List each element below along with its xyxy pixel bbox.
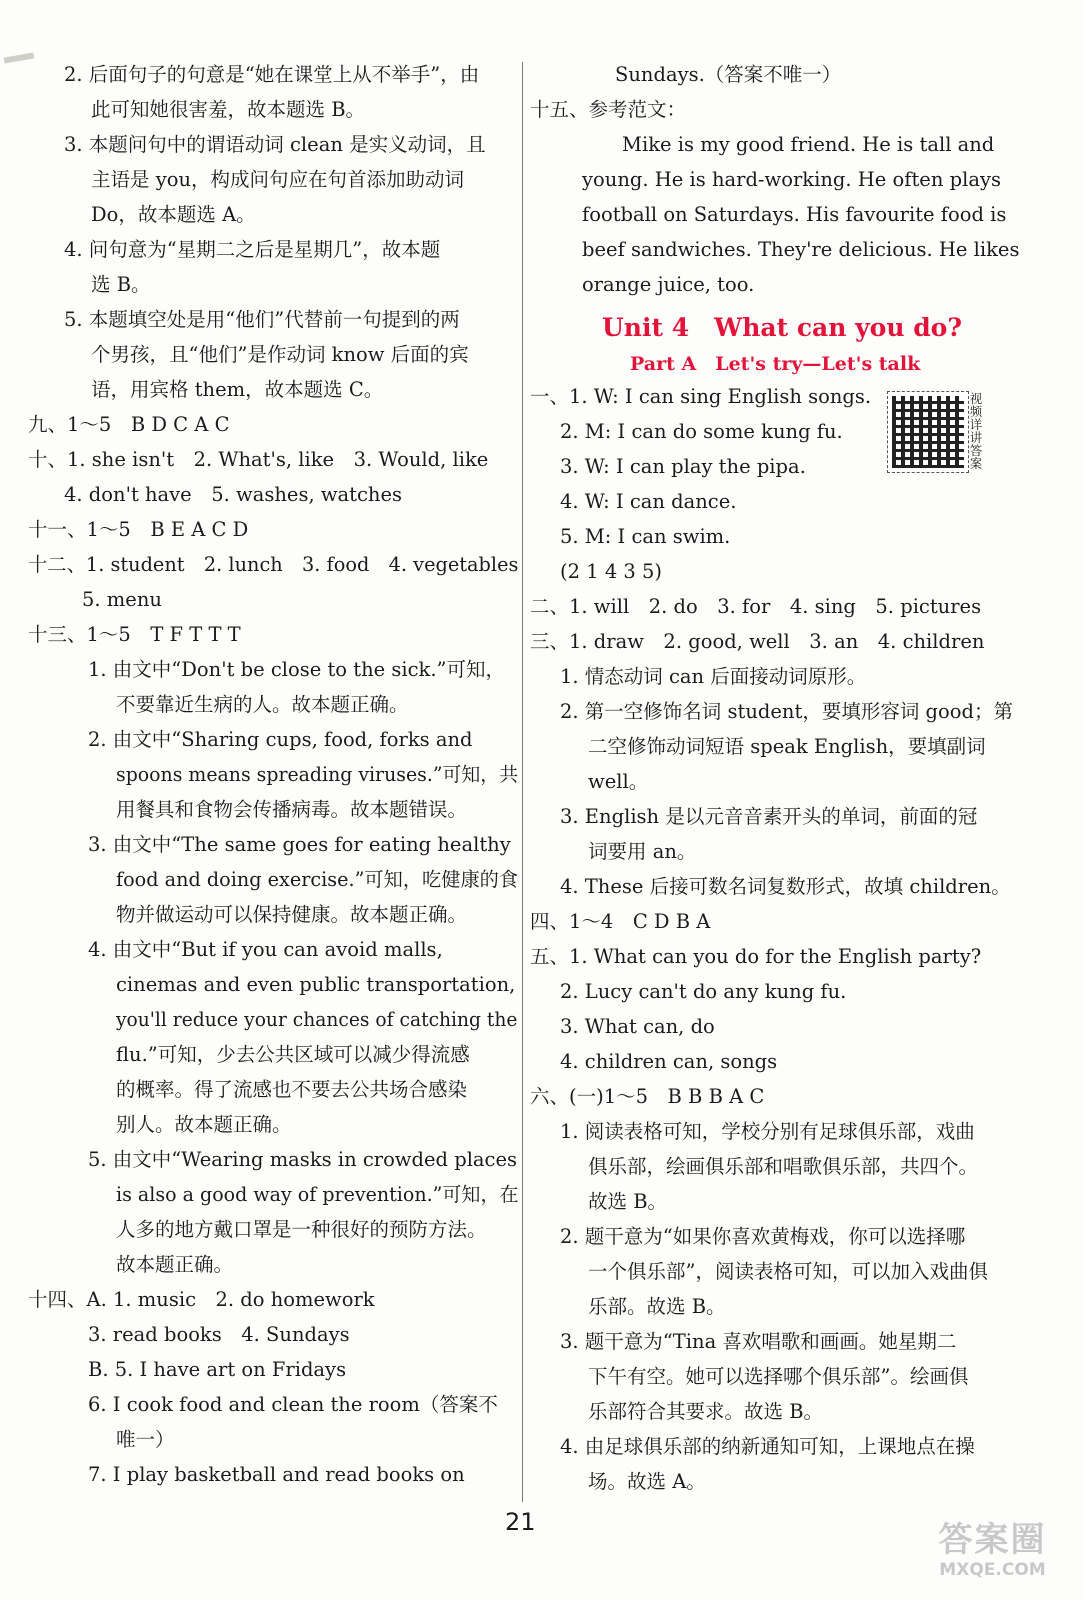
qr-code-icon[interactable] (888, 392, 968, 472)
essay-line: beef sandwiches. They're delicious. He likes (582, 238, 1020, 261)
text-line: 2. 由文中“Sharing cups, food, forks and (88, 728, 473, 751)
text-line: 1. 情态动词 can 后面接动词原形。 (560, 665, 867, 688)
text-line: 2. 题干意为“如果你喜欢黄梅戏，你可以选择哪 (560, 1225, 966, 1248)
text-line: 的概率。得了流感也不要去公共场合感染 (116, 1078, 468, 1101)
text-line: 个男孩，且“他们”是作动词 know 后面的宾 (91, 343, 469, 366)
text-line: 乐部。故选 B。 (588, 1295, 726, 1318)
watermark-url: MXQE.COM (939, 1560, 1046, 1580)
answer-line: 2. Lucy can't do any kung fu. (560, 980, 847, 1003)
text-line: 3. English 是以元音音素开头的单词，前面的冠 (560, 805, 978, 828)
unit-title: Unit 4 What can you do? (602, 313, 963, 342)
text-line: 主语是 you，构成问句应在句首添加助动词 (91, 168, 465, 191)
answer-line: 四、1～4 C D B A (530, 910, 711, 933)
text-line: 4. 问句意为“星期二之后是星期几”，故本题 (64, 238, 441, 261)
scan-artifact (4, 52, 35, 63)
text-line: 故本题正确。 (116, 1253, 234, 1276)
answer-line: 六、(一)1～5 B B B A C (530, 1085, 765, 1108)
text-line: 场。故选 A。 (588, 1470, 706, 1493)
text-line: 语，用宾格 them，故本题选 C。 (91, 378, 384, 401)
qr-label: 视频详讲答案 (969, 391, 983, 471)
essay-line: orange juice, too. (582, 273, 755, 296)
answer-line: (2 1 4 3 5) (560, 560, 663, 583)
watermark-logo-text: 答案圈 (938, 1520, 1047, 1560)
answer-line: 4. children can, songs (560, 1050, 778, 1073)
text-line: 此可知她很害羞，故本题选 B。 (91, 98, 366, 121)
text-line: 1. 阅读表格可知，学校分别有足球俱乐部，戏曲 (560, 1120, 975, 1143)
answer-line: 3. W: I can play the pipa. (560, 455, 806, 478)
answer-line: 4. W: I can dance. (560, 490, 737, 513)
text-line: you'll reduce your chances of catching the (116, 1008, 518, 1031)
text-line: 一个俱乐部”，阅读表格可知，可以加入戏曲俱 (588, 1260, 988, 1283)
answer-line: 5. M: I can swim. (560, 525, 731, 548)
answer-line: 十四、A. 1. music 2. do homework (28, 1288, 375, 1311)
text-line: 选 B。 (91, 273, 151, 296)
text-line: 5. 由文中“Wearing masks in crowded places (88, 1148, 518, 1171)
text-line: Do，故本题选 A。 (91, 203, 256, 226)
text-line: 不要靠近生病的人。故本题正确。 (116, 693, 409, 716)
answer-line: 4. don't have 5. washes, watches (64, 483, 403, 506)
essay-line: Mike is my good friend. He is tall and (622, 133, 995, 156)
text-line: Sundays.（答案不唯一） (615, 63, 842, 86)
text-line: food and doing exercise.”可知，吃健康的食 (116, 868, 519, 891)
text-line: 用餐具和食物会传播病毒。故本题错误。 (116, 798, 468, 821)
text-line: 乐部符合其要求。故选 B。 (588, 1400, 824, 1423)
text-line: 俱乐部，绘画俱乐部和唱歌俱乐部，共四个。 (588, 1155, 979, 1178)
text-line: spoons means spreading viruses.”可知，共 (116, 763, 519, 786)
text-line: 3. 本题问句中的谓语动词 clean 是实义动词，且 (64, 133, 486, 156)
answer-line: 5. menu (82, 588, 162, 611)
answer-line: 二、1. will 2. do 3. for 4. sing 5. pictures (530, 595, 982, 618)
essay-line: young. He is hard-working. He often plays (582, 168, 1001, 191)
text-line: 故选 B。 (588, 1190, 668, 1213)
answer-line: 十一、1～5 B E A C D (28, 518, 249, 541)
watermark-logo (910, 1520, 1075, 1595)
answer-line: 三、1. draw 2. good, well 3. an 4. children (530, 630, 985, 653)
text-line: 二空修饰动词短语 speak English，要填副词 (588, 735, 986, 758)
text-line: 4. 由文中“But if you can avoid malls, (88, 938, 443, 961)
page-number: 21 (505, 1508, 536, 1536)
part-title: Part A Let's try—Let's talk (630, 353, 921, 375)
text-line: 别人。故本题正确。 (116, 1113, 292, 1136)
text-line: 2. 第一空修饰名词 student，要填形容词 good；第 (560, 700, 1013, 723)
answer-line: 十三、1～5 T F T T T (28, 623, 241, 646)
text-line: 1. 由文中“Don't be close to the sick.”可知， (88, 658, 506, 681)
answer-line: 3. What can, do (560, 1015, 715, 1038)
text-line: 人多的地方戴口罩是一种很好的预防方法。 (116, 1218, 487, 1241)
text-line: 下午有空。她可以选择哪个俱乐部”。绘画俱 (588, 1365, 969, 1388)
answer-line: 6. I cook food and clean the room（答案不 (88, 1393, 498, 1416)
answer-line: 一、1. W: I can sing English songs. (530, 385, 872, 408)
text-line: flu.”可知，少去公共区域可以减少得流感 (116, 1043, 470, 1066)
answer-line: 2. M: I can do some kung fu. (560, 420, 843, 443)
text-line: cinemas and even public transportation, (116, 973, 516, 996)
text-line: is also a good way of prevention.”可知，在 (116, 1183, 519, 1206)
answer-line: 九、1～5 B D C A C (28, 413, 230, 436)
section-heading: 十五、参考范文： (530, 98, 687, 121)
text-line: 4. 由足球俱乐部的纳新通知可知，上课地点在操 (560, 1435, 975, 1458)
text-line: 3. 由文中“The same goes for eating healthy (88, 833, 511, 856)
text-line: well。 (588, 770, 649, 793)
text-line: 5. 本题填空处是用“他们”代替前一句提到的两 (64, 308, 460, 331)
answer-line: 十二、1. student 2. lunch 3. food 4. vegetables (28, 553, 519, 576)
answer-line: 3. read books 4. Sundays (88, 1323, 350, 1346)
text-line: 4. These 后接可数名词复数形式，故填 children。 (560, 875, 1011, 898)
essay-line: football on Saturdays. His favourite food is (582, 203, 1007, 226)
answer-line: 十、1. she isn't 2. What's, like 3. Would, like (28, 448, 489, 471)
text-line: 2. 后面句子的句意是“她在课堂上从不举手”，由 (64, 63, 480, 86)
answer-line: 唯一） (116, 1428, 175, 1451)
text-line: 词要用 an。 (588, 840, 697, 863)
answer-line: 五、1. What can you do for the English party? (530, 945, 982, 968)
column-divider (522, 62, 523, 1502)
answer-line: B. 5. I have art on Fridays (88, 1358, 347, 1381)
answer-line: 7. I play basketball and read books on (88, 1463, 465, 1486)
text-line: 3. 题干意为“Tina 喜欢唱歌和画画。她星期二 (560, 1330, 957, 1353)
text-line: 物并做运动可以保持健康。故本题正确。 (116, 903, 468, 926)
